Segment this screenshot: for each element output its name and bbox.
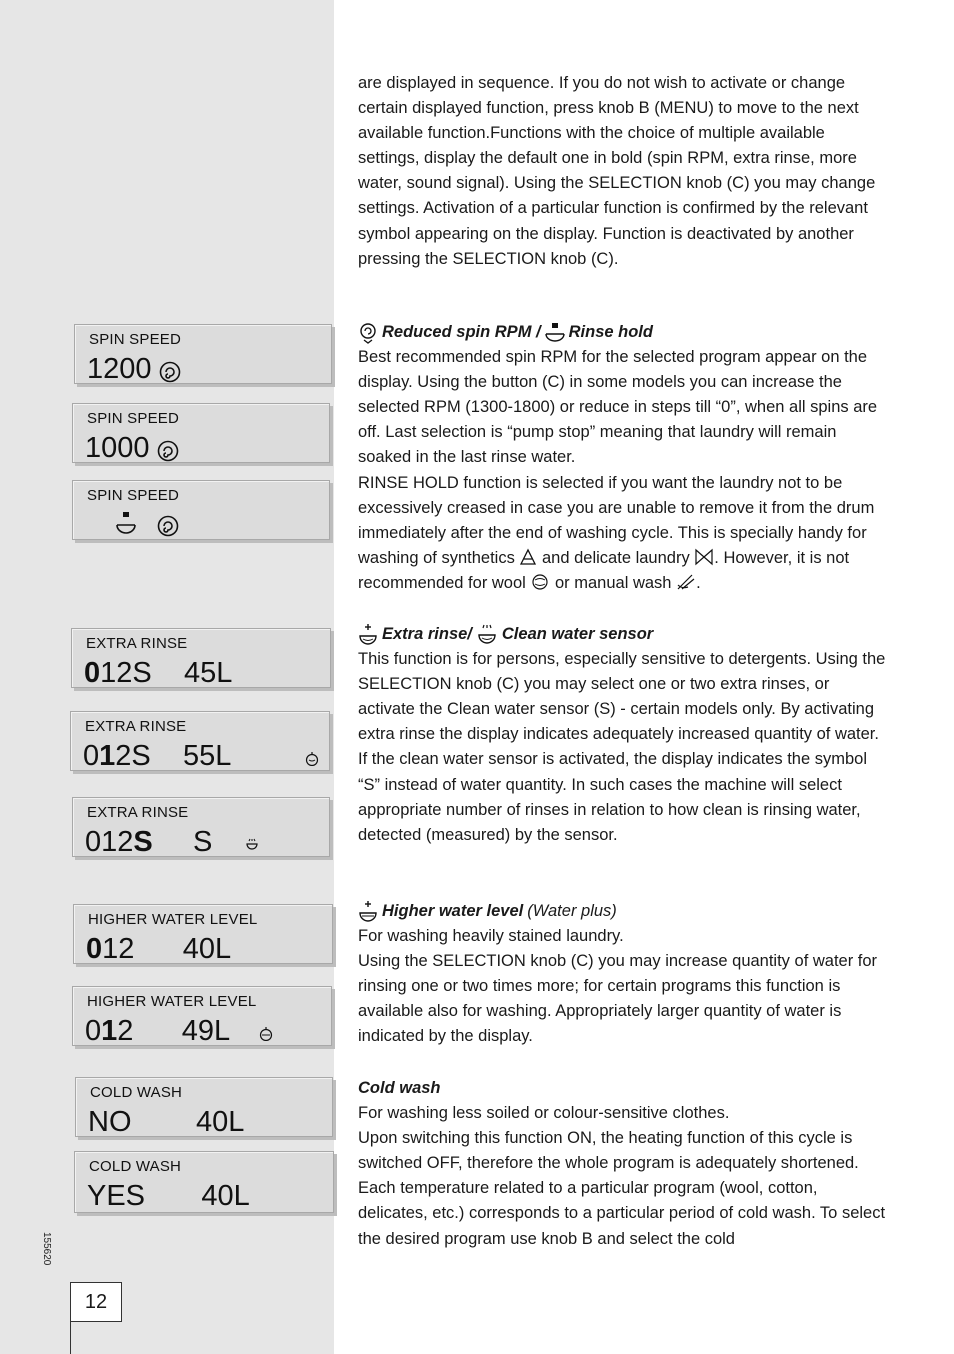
lcd-label: HIGHER WATER LEVEL	[88, 911, 258, 928]
lcd-label: EXTRA RINSE	[87, 804, 189, 821]
spin-icon	[159, 361, 181, 383]
heading-subtext: (Water plus)	[527, 902, 617, 920]
lcd-label: HIGHER WATER LEVEL	[87, 993, 257, 1010]
lcd-label: SPIN SPEED	[89, 331, 182, 348]
lcd-value: 012S 55L	[83, 740, 232, 772]
section-cold	[358, 1076, 888, 1252]
extra-rinse-icon	[358, 624, 378, 646]
lcd-label: COLD WASH	[89, 1158, 182, 1175]
section-heading	[358, 320, 888, 345]
lcd-label: EXTRA RINSE	[85, 718, 187, 735]
page-number: 12	[70, 1282, 122, 1322]
lcd-label: SPIN SPEED	[87, 410, 180, 427]
heading-text: Cold wash	[358, 1079, 441, 1097]
lcd-extra-rinse-45l	[71, 628, 331, 688]
lcd-label: COLD WASH	[90, 1084, 183, 1101]
lcd-value: 012S 45L	[84, 657, 233, 689]
intro-text: are displayed in sequence. If you do not wish to activate or change certain displayed function, press knob B (MENU) to move to the next available function.Functions with the choice of multiple available settings, display the default one in bold (spin RPM, extra rinse, more water, sound signal). Using the SELECTION knob (C) you may change settings. Activation of a particular function is confirmed by the relevant symbol appearing on the display. Function is deactivated by another pressing the SELECTION knob (C).	[358, 74, 876, 268]
lcd-value: 012S S	[85, 826, 213, 858]
lcd-label: SPIN SPEED	[87, 487, 180, 504]
reduced-spin-icon	[358, 322, 378, 344]
lcd-value: YES 40L	[87, 1180, 250, 1212]
paragraph: Each temperature related to a particular program (wool, cotton, delicates, etc.) corresponds to a particular period of cold wash. To select the desired program use knob B and select the cold	[358, 1179, 886, 1248]
document-code: 155620	[41, 1232, 52, 1266]
delicate-laundry-icon	[694, 548, 714, 566]
lcd-spin-speed-1200	[74, 324, 332, 384]
heading-text: Extra rinse/	[382, 625, 472, 643]
extra-rinse-icon	[305, 752, 319, 766]
rinse-hold-icon	[115, 511, 137, 537]
lcd-extra-rinse-sensor	[72, 797, 330, 857]
heading-text: Clean water sensor	[501, 625, 654, 643]
lcd-value: 1000	[85, 432, 150, 464]
lcd-higher-water-40l	[73, 904, 333, 964]
paragraph: This function is for persons, especially sensitive to detergents. Using the SELECTION knob (C) you may select one or two extra rinses, or activate the Clean water sensor (S) - certain models only. By activating extra rinse the display indicates adequately increased quantity of water. If the clean water sensor is activated, the display indicates the symbol “S” instead of water quantity. In such cases the machine will select appropriate number of rinses in relation to how clean is rinsing water, detected (measured) by the sensor.	[358, 650, 886, 844]
lcd-value: 012 40L	[86, 933, 232, 965]
intro-paragraph	[358, 71, 888, 272]
paragraph: For washing heavily stained laundry.	[358, 927, 624, 946]
spin-icon	[157, 440, 179, 462]
paragraph: For washing less soiled or colour-sensitive clothes.	[358, 1104, 730, 1123]
section-spin	[358, 320, 888, 596]
paragraph: Best recommended spin RPM for the selected program appear on the display. Using the button (C) in some models you can increase the selected RPM (1300-1800) or reduce in steps till “0”, when all spins are off. Last selection is “pump stop” meaning that laundry will remain soaked in the last rinse water.	[358, 348, 878, 467]
water-plus-icon	[358, 901, 378, 923]
wool-icon	[530, 573, 550, 591]
heading-text: Rinse hold	[568, 323, 653, 341]
water-plus-icon	[259, 1027, 273, 1041]
lcd-spin-speed-1000	[72, 403, 330, 463]
section-water	[358, 899, 888, 1050]
heading-text: Higher water level	[382, 902, 524, 920]
lcd-value: 1200	[87, 353, 152, 385]
synthetics-icon	[519, 548, 537, 566]
lcd-extra-rinse-55l	[70, 711, 330, 771]
lcd-cold-wash-yes	[74, 1151, 334, 1213]
lcd-cold-wash-no	[75, 1077, 333, 1137]
page-number-rule	[70, 1320, 71, 1354]
paragraph: Upon switching this function ON, the heating function of this cycle is switched OFF, therefore the whole program is adequately shortened.	[358, 1129, 859, 1173]
paragraph: RINSE HOLD function is selected if you want the laundry not to be excessively creased in case you are unable to remove it from the drum immediately after the end of washing cycle. This is specially handy for washing of synthetics and delicate laundry . However, it is not recommended for wool or manual wash .	[358, 473, 875, 592]
hand-wash-icon	[676, 573, 696, 591]
heading-text: Reduced spin RPM /	[382, 323, 541, 341]
spin-icon	[157, 515, 179, 537]
lcd-value: NO 40L	[88, 1106, 245, 1138]
paragraph: Using the SELECTION knob (C) you may increase quantity of water for rinsing one or two times more; for certain programs this function is available also for washing. Appropriately larger quantity of water is indicated by the display.	[358, 952, 878, 1046]
lcd-spin-speed-hold	[72, 480, 330, 540]
lcd-label: EXTRA RINSE	[86, 635, 188, 652]
lcd-higher-water-49l	[72, 986, 332, 1046]
section-rinse	[358, 622, 888, 848]
rinse-hold-icon	[545, 323, 565, 343]
section-heading	[358, 622, 888, 647]
clean-water-sensor-icon	[476, 624, 498, 646]
section-heading	[358, 899, 888, 924]
clean-water-sensor-icon	[245, 838, 259, 852]
section-heading	[358, 1076, 888, 1101]
lcd-value: 012 49L	[85, 1015, 231, 1047]
